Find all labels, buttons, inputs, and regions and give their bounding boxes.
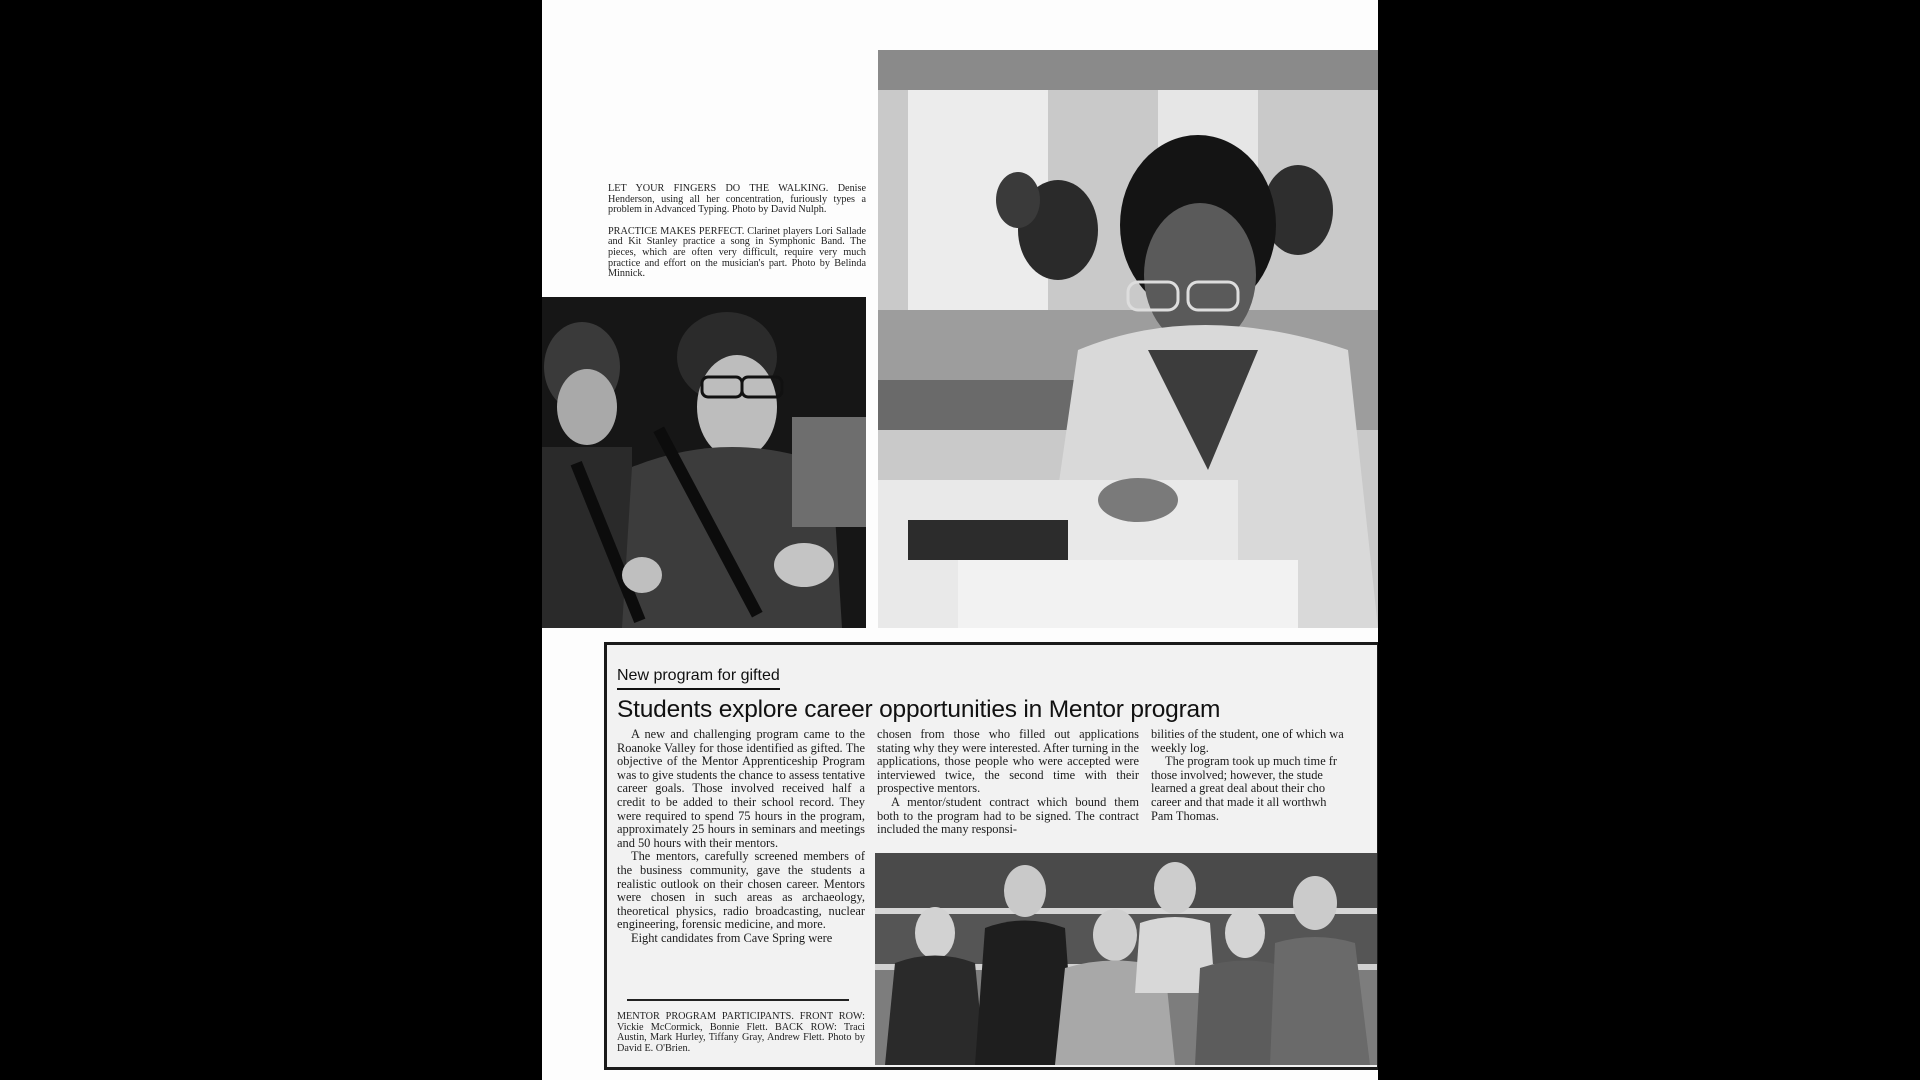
group-caption: MENTOR PROGRAM PARTICIPANTS. FRONT ROW: Vickie McCormick, Bonnie Flett. BACK ROW: Traci Austin, Mark Hurley, Tiffany Gray, Andrew Flett. Photo by David E. O'Brien.	[617, 1011, 865, 1054]
typing-photo	[878, 50, 1378, 628]
photo-captions	[608, 184, 866, 291]
paragraph: A new and challenging program came to the Roanoke Valley for those identified as gifted. The objective of the Mentor Apprenticeship Program was to give students the chance to assess tentative career goals. Those involved received half a credit to be added to their school record. They were required to spend 75 hours in the program, approximately 25 hours in seminars and meetings and 50 hours with their mentors.	[617, 727, 865, 850]
group-photo	[875, 853, 1377, 1065]
yearbook-page	[542, 0, 1378, 1080]
article-column-1	[617, 728, 865, 946]
typing-caption: LET YOUR FINGERS DO THE WALKING. Denise Henderson, using all her concentration, furiously types a problem in Advanced Typing. Photo by David Nulph.	[608, 183, 866, 216]
article-column-2	[877, 728, 1139, 837]
text-line: those involved; however, the stude	[1151, 767, 1323, 782]
caption-divider	[627, 999, 849, 1001]
text-line: The program took up much time fr	[1165, 754, 1338, 769]
paragraph: Eight candidates from Cave Spring were	[631, 930, 833, 945]
paragraph: The mentors, carefully screened members of the business community, gave the students a realistic outlook on their chosen career. Mentors were chosen in such areas as archaeology, theoretical physics, radio broadcasting, nuclear engineering, forensic medicine, and more.	[617, 849, 865, 932]
text-line: bilities of the student, one of which wa	[1151, 728, 1344, 741]
paragraph: A mentor/student contract which bound them both to the program had to be signed. The contract included the many responsi-	[877, 794, 1139, 837]
text-line: weekly log.	[1151, 740, 1209, 755]
text-line: Pam Thomas.	[1151, 808, 1219, 823]
paragraph: chosen from those who filled out applications stating why they were interested. After turning in the applications, those people who were accepted were interviewed twice, the second time with their prospective mentors.	[877, 727, 1139, 796]
text-line: learned a great deal about their cho	[1151, 781, 1326, 796]
headline: Students explore career opportunities in Mentor program	[617, 696, 1221, 723]
clarinet-photo	[542, 297, 866, 628]
text-line: career and that made it all worthwh	[1151, 794, 1327, 809]
band-caption: PRACTICE MAKES PERFECT. Clarinet players Lori Sallade and Kit Stanley practice a song in Symphonic Band. The pieces, which are often very difficult, require very much practice and effort on the musician's part. Photo by Belinda Minnick.	[608, 225, 866, 280]
kicker: New program for gifted	[617, 667, 780, 690]
article-column-3	[1151, 728, 1378, 823]
mentor-feature-box	[604, 642, 1378, 1070]
